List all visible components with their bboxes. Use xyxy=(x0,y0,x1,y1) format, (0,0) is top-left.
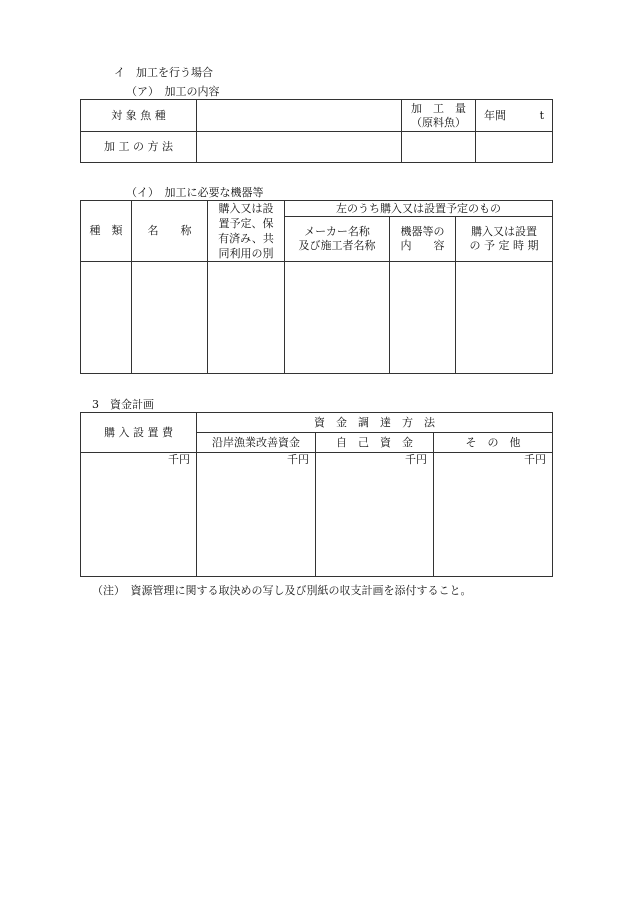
section-heading: イ 加工を行う場合 xyxy=(114,66,213,79)
processing-content-table xyxy=(80,99,553,163)
col-schedule-line1: 購入又は設置 xyxy=(471,225,537,238)
unit-label: 千円 xyxy=(287,453,309,466)
equipment-status-field[interactable] xyxy=(208,262,285,374)
col-status-line3: 有済み、共 xyxy=(218,232,274,245)
annual-unit: t xyxy=(539,108,544,122)
col-schedule-line2: の 予 定 時 期 xyxy=(469,239,539,252)
annual-volume-field[interactable] xyxy=(476,100,553,132)
col-improvement-fund-header: 沿岸漁業改善資金 xyxy=(197,433,316,453)
processing-method-field-3[interactable] xyxy=(476,132,553,163)
col-maker-line2: 及び施工者名称 xyxy=(298,239,376,252)
funding-method-header: 資 金 調 達 方 法 xyxy=(197,413,553,433)
col-status-header xyxy=(208,201,285,262)
processing-volume-label-line1: 加 工 量 xyxy=(411,101,466,115)
col-content-line1: 機器等の xyxy=(400,225,445,238)
processing-method-label: 加 工 の 方 法 xyxy=(81,132,197,163)
purchase-cost-label: 購 入 設 置 費 xyxy=(81,413,197,453)
equipment-content-field[interactable] xyxy=(390,262,456,374)
col-type-header: 種 類 xyxy=(81,201,132,262)
other-fund-field[interactable] xyxy=(434,453,553,577)
processing-method-field[interactable] xyxy=(197,132,402,163)
col-content-header xyxy=(390,217,456,262)
col-status-line1: 購入又は設 xyxy=(218,202,274,215)
footnote: （注） 資源管理に関する取決めの写し及び別紙の収支計画を添付すること。 xyxy=(92,584,472,597)
col-schedule-header xyxy=(456,217,553,262)
col-status-line4: 同利用の別 xyxy=(218,247,274,260)
own-fund-field[interactable] xyxy=(316,453,434,577)
equipment-maker-field[interactable] xyxy=(285,262,390,374)
unit-label: 千円 xyxy=(168,453,190,466)
unit-label: 千円 xyxy=(405,453,427,466)
subsection-heading-a: （ア） 加工の内容 xyxy=(126,85,220,98)
annual-label: 年間 xyxy=(484,108,506,122)
subsection-heading-i: （イ） 加工に必要な機器等 xyxy=(126,186,264,199)
unit-label: 千円 xyxy=(524,453,547,466)
funding-plan-heading: 3 資金計画 xyxy=(92,398,154,411)
equipment-type-field[interactable] xyxy=(81,262,132,374)
processing-method-field-2[interactable] xyxy=(402,132,476,163)
processing-volume-label xyxy=(402,100,476,132)
processing-volume-label-line2: （原料魚） xyxy=(411,115,466,129)
target-species-field[interactable] xyxy=(197,100,402,132)
planned-purchase-group-header: 左のうち購入又は設置予定のもの xyxy=(285,201,553,217)
improvement-fund-field[interactable] xyxy=(197,453,316,577)
funding-table xyxy=(80,412,553,577)
equipment-table xyxy=(80,200,553,374)
col-name-header: 名 称 xyxy=(132,201,208,262)
col-maker-header xyxy=(285,217,390,262)
col-content-line2: 内 容 xyxy=(400,239,445,252)
purchase-cost-field[interactable] xyxy=(81,453,197,577)
col-maker-line1: メーカー名称 xyxy=(304,225,370,238)
col-own-fund-header: 自 己 資 金 xyxy=(316,433,434,453)
equipment-name-field[interactable] xyxy=(132,262,208,374)
equipment-schedule-field[interactable] xyxy=(456,262,553,374)
col-status-line2: 置予定、保 xyxy=(218,217,274,230)
col-other-fund-header: そ の 他 xyxy=(434,433,553,453)
target-species-label: 対 象 魚 種 xyxy=(81,100,197,132)
